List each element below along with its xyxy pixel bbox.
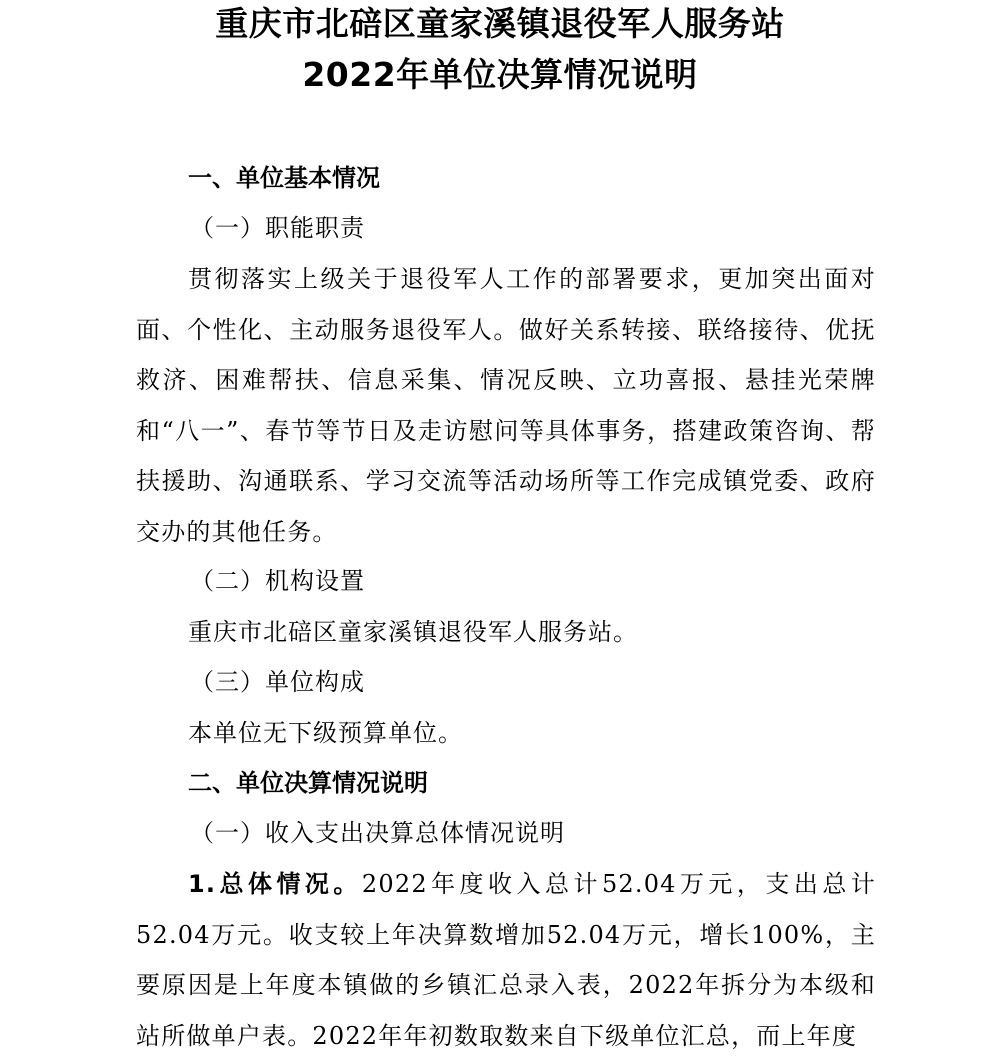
- section2-heading: 二、单位决算情况说明: [188, 769, 428, 797]
- section1-sub-organization: （二）机构设置: [190, 567, 365, 595]
- document-title-line1: 重庆市北碚区童家溪镇退役军人服务站: [215, 4, 785, 43]
- section1-sub-functions: （一）职能职责: [190, 214, 365, 242]
- section1-sub-composition: （三）单位构成: [190, 668, 365, 696]
- document-title-line2: 2022年单位决算情况说明: [302, 55, 698, 94]
- section2-lead: 1.总体情况。: [188, 870, 362, 898]
- section2-overview-text: 2022年度收入总计52.04万元，支出总计52.04万元。收支较上年决算数增加52.04万元，增长100%，主要原因是上年度本镇做的乡镇汇总录入表，2022年拆分为本级和站所做单户表。2022年年初数取数来自下级单位汇总，而上年度: [136, 870, 877, 1050]
- section1-heading: 一、单位基本情况: [188, 164, 380, 192]
- section1-composition-text: 本单位无下级预算单位。: [188, 719, 463, 747]
- section1-organization-text: 重庆市北碚区童家溪镇退役军人服务站。: [188, 618, 638, 646]
- section1-functions-paragraph: 贯彻落实上级关于退役军人工作的部署要求，更加突出面对面、个性化、主动服务退役军人。做好关系转接、联络接待、优抚救济、困难帮扶、信息采集、情况反映、立功喜报、悬挂光荣牌和“八一”、春节等节日及走访慰问等具体事务，搭建政策咨询、帮扶援助、沟通联系、学习交流等活动场所等工作完成镇党委、政府交办的其他任务。: [136, 265, 876, 546]
- section2-sub-overview: （一）收入支出决算总体情况说明: [190, 819, 565, 847]
- section2-overview-paragraph: [136, 859, 876, 1061]
